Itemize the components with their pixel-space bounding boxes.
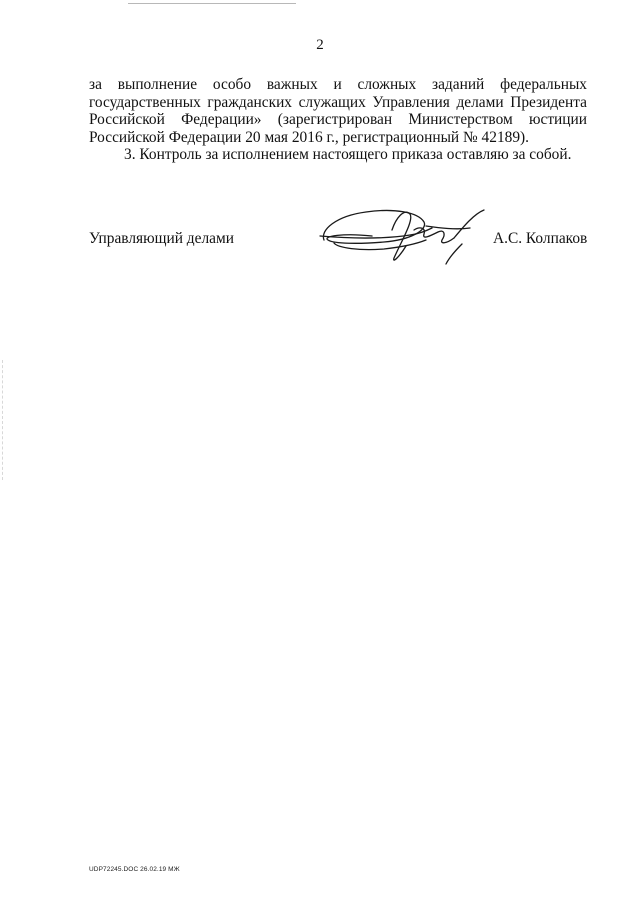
signer-name: А.С. Колпаков <box>493 230 588 247</box>
signer-position-title: Управляющий делами <box>89 230 234 247</box>
paragraph-3: 3. Контроль за исполнением настоящего приказа оставляю за собой. <box>124 146 572 164</box>
footer-file-code: UDP72245.DOC 26.02.19 МЖ <box>89 866 180 873</box>
scan-top-rule <box>128 3 296 4</box>
paragraph-line: Российской Федерации» (зарегистрирован Министерством юстиции <box>89 111 587 129</box>
scan-left-edge <box>2 360 3 480</box>
paragraph-line: государственных гражданских служащих Управления делами Президента <box>89 93 587 111</box>
paragraph-line: Российской Федерации 20 мая 2016 г., регистрационный № 42189). <box>89 128 529 146</box>
handwritten-signature <box>314 200 494 270</box>
paragraph-line: за выполнение особо важных и сложных заданий федеральных <box>89 76 587 93</box>
page-number: 2 <box>316 37 324 53</box>
document-body <box>89 76 587 164</box>
paragraph-continuation <box>89 76 587 146</box>
